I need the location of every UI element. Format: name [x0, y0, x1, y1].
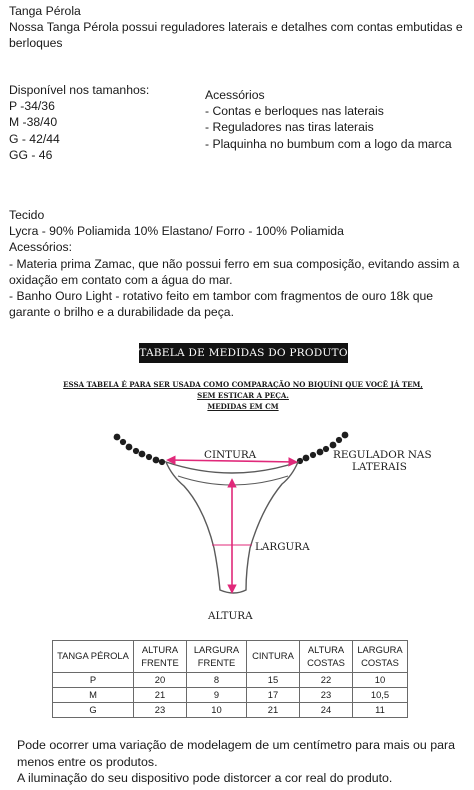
- table-cell: 17: [247, 688, 300, 703]
- product-description: Nossa Tanga Pérola possui reguladores laterais e detalhes com contas embutidas e berloques: [9, 20, 463, 51]
- table-cell: 21: [247, 703, 300, 718]
- table-header: LARGURA FRENTE: [187, 641, 247, 673]
- fabric-note-zamac: - Materia prima Zamac, que não possui ferro em sua composição, evitando assim a oxidação em contato com a água do mar.: [9, 256, 460, 287]
- table-cell: 24: [300, 703, 353, 718]
- table-row: [53, 703, 408, 718]
- table-cell: 10: [187, 703, 247, 718]
- table-cell: 8: [187, 673, 247, 688]
- table-header: ALTURA FRENTE: [134, 641, 187, 673]
- table-cell: 9: [187, 688, 247, 703]
- size-chart-note-line1: ESSA TABELA É PARA SER USADA COMO COMPARAÇÃO NO BIQUÍNI QUE VOCÊ JÁ TEM,: [63, 380, 423, 389]
- label-altura: ALTURA: [208, 610, 253, 622]
- accessory-item: - Reguladores nas tiras laterais: [205, 120, 374, 135]
- footer-notes: [17, 737, 463, 787]
- fabric-note-gold: - Banho Ouro Light - rotativo feito em tambor com fragmentos de ouro 18k que garante o brilho e a durabilidade da peça.: [9, 289, 434, 320]
- table-cell: 20: [134, 673, 187, 688]
- size-item: G - 42/44: [9, 131, 60, 146]
- table-row: [53, 673, 408, 688]
- table-header: LARGURA COSTAS: [353, 641, 408, 673]
- label-regulador-1: REGULADOR NAS: [333, 449, 432, 461]
- table-cell: M: [53, 688, 134, 703]
- accessory-item: - Plaquinha no bumbum com a logo da marca: [205, 136, 452, 151]
- accessories-heading: Acessórios: [205, 88, 265, 102]
- footer-variation-note: Pode ocorrer uma variação de modelagem de um centímetro para mais ou para menos entre os produtos.: [17, 738, 456, 769]
- table-cell: 22: [300, 673, 353, 688]
- product-title: Tanga Pérola: [9, 4, 81, 18]
- accessory-item: - Contas e berloques nas laterais: [205, 104, 384, 119]
- size-chart-note-line2: SEM ESTICAR A PEÇA.: [197, 391, 289, 400]
- footer-lighting-note: A iluminação do seu dispositivo pode distorcer a cor real do produto.: [17, 771, 393, 786]
- size-chart-banner: TABELA DE MEDIDAS DO PRODUTO: [139, 343, 348, 363]
- fabric-heading: Tecido: [9, 208, 45, 222]
- tanga-diagram: [0, 420, 474, 625]
- table-cell: 11: [353, 703, 408, 718]
- table-row: [53, 688, 408, 703]
- table-header: TANGA PÉROLA: [53, 641, 134, 673]
- accessories-block: [205, 87, 452, 152]
- label-regulador-2: LATERAIS: [352, 461, 407, 473]
- table-cell: 15: [247, 673, 300, 688]
- size-table: [52, 640, 408, 718]
- label-cintura: CINTURA: [204, 449, 257, 461]
- table-header: ALTURA COSTAS: [300, 641, 353, 673]
- table-cell: 23: [300, 688, 353, 703]
- sizes-heading: Disponível nos tamanhos:: [9, 83, 150, 97]
- table-cell: 10: [353, 673, 408, 688]
- size-chart-note-line3: MEDIDAS EM CM: [207, 402, 279, 411]
- fabric-accessories-heading: Acessórios:: [9, 240, 72, 255]
- size-item: M -38/40: [9, 115, 58, 130]
- left-bead-chain: [114, 434, 165, 466]
- table-header: CINTURA: [247, 641, 300, 673]
- label-largura: LARGURA: [255, 541, 310, 553]
- table-cell: 21: [134, 688, 187, 703]
- size-item: P -34/36: [9, 99, 55, 114]
- sizes-block: [9, 82, 149, 163]
- table-cell: P: [53, 673, 134, 688]
- table-header-row: [53, 641, 408, 673]
- product-description-block: [9, 4, 464, 52]
- table-cell: 10,5: [353, 688, 408, 703]
- fabric-composition: Lycra - 90% Poliamida 10% Elastano/ Forro - 100% Poliamida: [9, 224, 344, 239]
- size-item: GG - 46: [9, 147, 53, 162]
- table-cell: 23: [134, 703, 187, 718]
- table-cell: G: [53, 703, 134, 718]
- fabric-block: [9, 207, 467, 320]
